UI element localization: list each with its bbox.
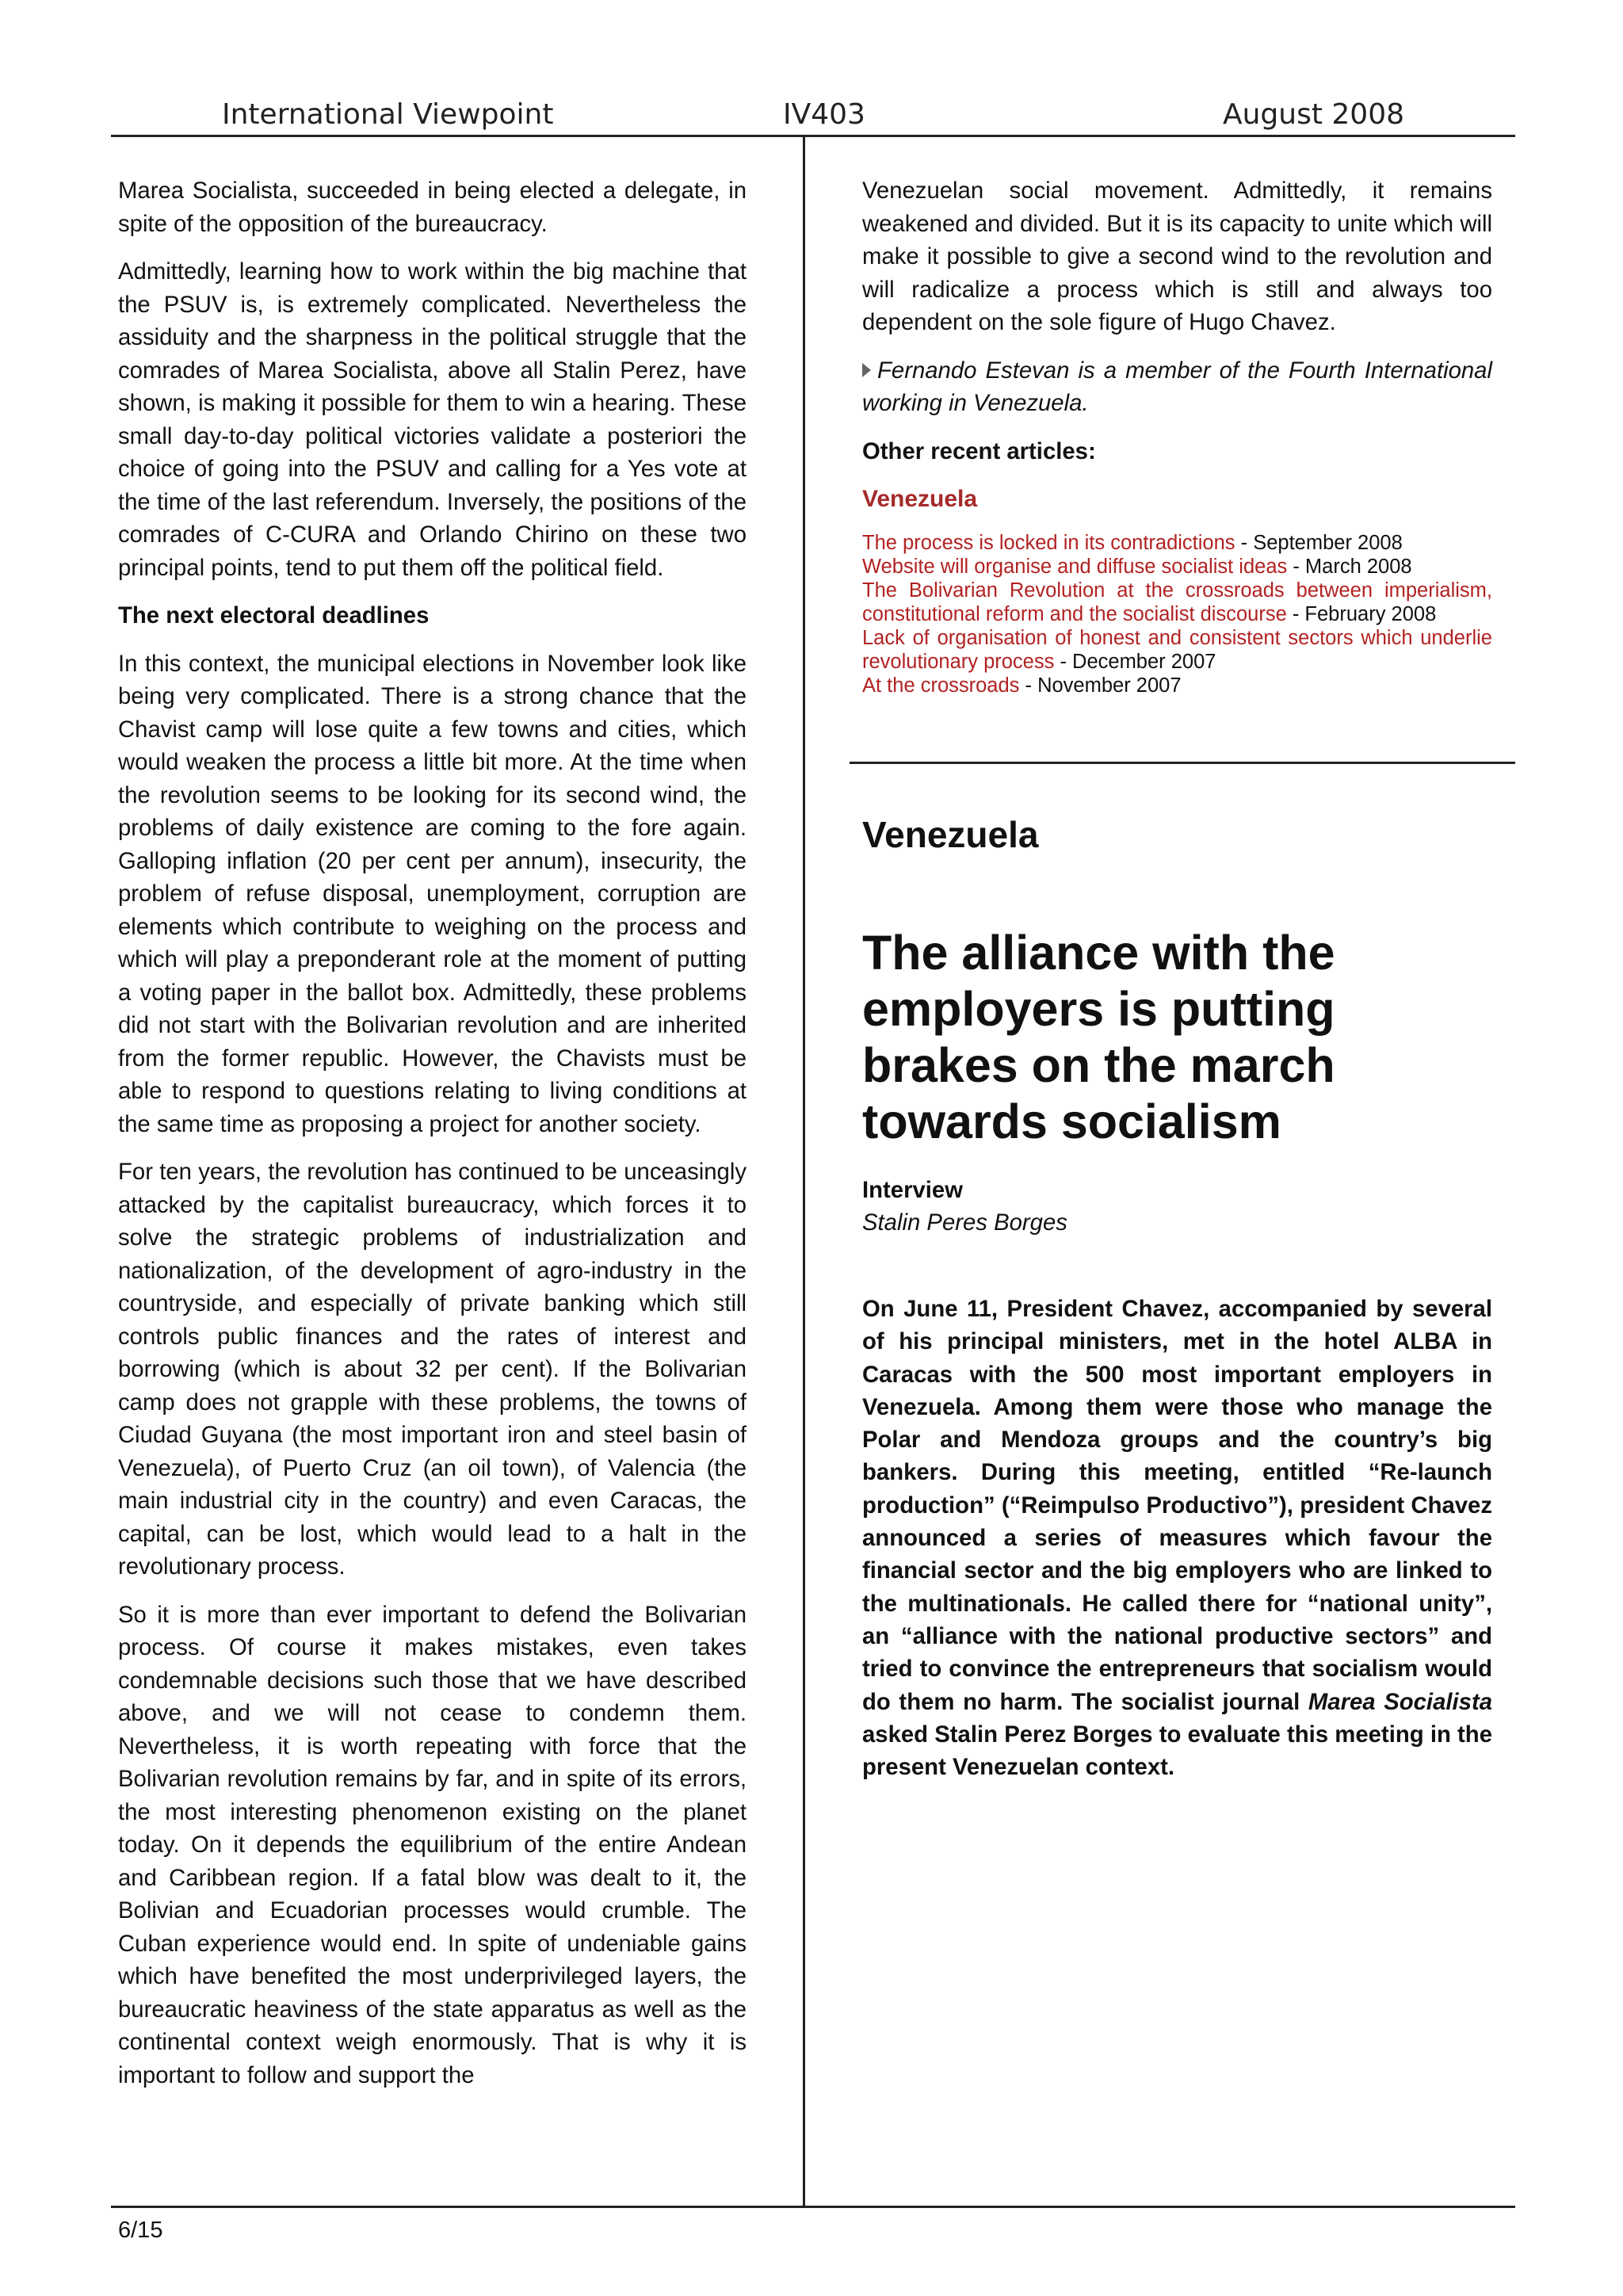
paragraph: In this context, the municipal elections in November look like being very complicated. There is a strong chance that the Chavist camp will lose quite a few towns and cities, which would weaken the process a little bit more. At the time when the revolution seems to be looking for its second wind, the problems of daily existence are coming to the fore again. Galloping inflation (20 per cent per annum), insecurity, the problem of refuse disposal, unemployment, corruption are elements which contribute to weighing on the process and which will play a preponderant role at the moment of putting a voting paper in the ballot box. Admittedly, these problems did not start with the Bolivarian revolution and are inherited from the former republic. However, the Chavists must be able to respond to questions relating to living conditions at the same time as proposing a project for another society.: [118, 650, 747, 1137]
article-date: - February 2008: [1286, 602, 1437, 625]
lead-text: asked Stalin Perez Borges to evaluate this meeting in the present Venezuelan context.: [862, 1721, 1492, 1781]
article-date: - March 2008: [1287, 555, 1412, 578]
article-lead: [862, 1293, 1492, 1783]
other-articles-list: [862, 531, 1492, 697]
article-title: The alliance with the employers is putting brakes on the march towards socialism: [862, 926, 1335, 1148]
article-date: - November 2007: [1019, 674, 1182, 697]
list-item: [862, 674, 1492, 697]
article-date: - September 2008: [1235, 531, 1403, 554]
issue-number: IV403: [783, 98, 865, 131]
publication-name: International Viewpoint: [222, 98, 554, 131]
paragraph: Venezuelan social movement. Admittedly, it remains weakened and divided. But it is its capacity to unite which will make it possible to give a second wind to the revolution and will radicalize a process which is still and always too dependent on the sole figure of Hugo Chavez.: [862, 178, 1492, 335]
list-item: [862, 555, 1492, 579]
article-link[interactable]: The Bolivarian Revolution at the crossroads between imperialism, constitutional reform and the socialist discourse: [862, 579, 1492, 625]
footer-rule: [111, 2206, 1515, 2208]
article-start: [862, 812, 1492, 1783]
paragraph: Admittedly, learning how to work within the big machine that the PSUV is, is extremely complicated. Nevertheless the assiduity and the sharpness in the political struggle that the comrades of Marea Socialista, above all Stalin Perez, have shown, is making it possible for them to win a hearing. These small day-to-day political victories validate a posteriori the choice of going into the PSUV and calling for a Yes vote at the time of the last referendum. Inversely, the positions of the comrades of C-CURA and Orlando Chirino on these two principal points, tend to put them off the political field.: [118, 258, 747, 581]
section-subhead: The next electoral deadlines: [118, 602, 430, 628]
arrow-icon: [862, 363, 871, 377]
author-note: [862, 354, 1492, 420]
article-link[interactable]: Lack of organisation of honest and consistent sectors which underlie revolutionary process: [862, 626, 1492, 673]
article-type: Interview: [862, 1177, 964, 1203]
lead-text: On June 11, President Chavez, accompanied by several of his principal ministers, met in the hotel ALBA in Caracas with the 500 most important employers in Venezuela. Among them were those who manage the Polar and Mendoza groups and the country’s big bankers. During this meeting, entitled “Re-launch production” (“Reimpulso Productivo”), president Chavez announced a series of measures which favour the financial sector and the big employers who are linked to the multinationals. He called there for “national unity”, an “alliance with the national productive sectors” and tried to convince the entrepreneurs that socialism would do them no harm. The socialist journal: [862, 1296, 1492, 1715]
article-separator: [850, 762, 1515, 764]
article-link[interactable]: Website will organise and diffuse socialist ideas: [862, 555, 1288, 578]
issue-date: August 2008: [1222, 98, 1404, 131]
list-item: [862, 579, 1492, 626]
article-link[interactable]: At the crossroads: [862, 674, 1020, 697]
right-column: [862, 174, 1492, 697]
left-column: [118, 174, 747, 2107]
journal-name: Marea Socialista: [1308, 1688, 1492, 1715]
page-header: [111, 94, 1515, 137]
other-articles-section: Venezuela: [862, 486, 978, 512]
paragraph: So it is more than ever important to defend the Bolivarian process. Of course it makes mistakes, even takes condemnable decisions such those that we have described above, and we will not cease to condemn them. Nevertheless, it is worth repeating with force that the Bolivarian revolution remains by far, and in spite of its errors, the most interesting phenomenon existing on the planet today. On it depends the equilibrium of the entire Andean and Caribbean region. If a fatal blow was dealt to it, the Bolivian and Ecuadorian processes would crumble. The Cuban experience would end. In spite of undeniable gains which have benefited the most underprivileged layers, the bureaucratic heaviness of the state apparatus as well as the continental context weigh enormously. That is why it is important to follow and support the: [118, 1601, 747, 2088]
article-author: Stalin Peres Borges: [862, 1209, 1067, 1236]
article-category: Venezuela: [862, 814, 1039, 855]
article-date: - December 2007: [1054, 650, 1216, 673]
paragraph: For ten years, the revolution has continued to be unceasingly attacked by the capitalist bureaucracy, which forces it to solve the strategic problems of industrialization and nationalization, of the development of agro-industry in the countryside, and especially of private banking which still controls public finances and the rates of interest and borrowing (which is about 32 per cent). If the Bolivarian camp does not grapple with these problems, the towns of Ciudad Guyana (the most important iron and steel basin of Venezuela), of Puerto Cruz (an oil town), of Valencia (the main industrial city in the country) and even Caracas, the capital, can be lost, which would lead to a halt in the revolutionary process.: [118, 1159, 747, 1580]
page-number: 6/15: [118, 2218, 163, 2243]
author-note-text: Fernando Estevan is a member of the Fourth International working in Venezuela.: [862, 357, 1492, 416]
list-item: [862, 626, 1492, 674]
other-articles-heading: Other recent articles:: [862, 437, 1096, 464]
paragraph: Marea Socialista, succeeded in being elected a delegate, in spite of the opposition of the bureaucracy.: [118, 178, 747, 237]
column-divider: [803, 136, 805, 2206]
article-link[interactable]: The process is locked in its contradictions: [862, 531, 1235, 554]
list-item: [862, 531, 1492, 555]
